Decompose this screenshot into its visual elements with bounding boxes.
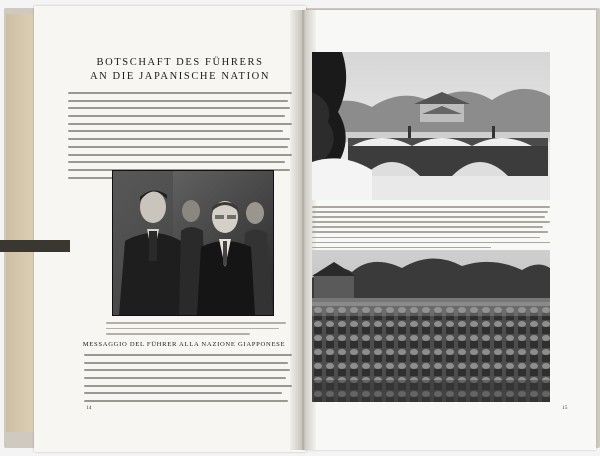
- caption-line: [312, 221, 550, 223]
- italian-section-title: MESSAGGIO DEL FÜHRER ALLA NAZIONE GIAPPONESE: [82, 341, 286, 348]
- palace-caption: [312, 206, 550, 252]
- caption-line: [312, 231, 548, 233]
- photo-two-statesmen-image: [113, 171, 273, 315]
- text-line: [84, 377, 286, 379]
- photo-military-parade-image: [312, 250, 550, 402]
- text-line: [84, 362, 288, 364]
- caption-line: [312, 242, 550, 244]
- page-title: [78, 56, 282, 84]
- text-line: [68, 115, 285, 117]
- text-line: [68, 100, 288, 102]
- text-line: [68, 92, 292, 94]
- text-line: [84, 354, 292, 356]
- photo-two-statesmen: [112, 170, 274, 316]
- text-line: [84, 369, 290, 371]
- photo-military-parade: [312, 250, 550, 402]
- text-line: [84, 385, 292, 387]
- caption-line: [312, 211, 548, 213]
- bookmark-ribbon: [0, 240, 70, 252]
- italian-text-block: [84, 354, 292, 408]
- caption-line: [312, 247, 491, 249]
- text-line: [68, 138, 290, 140]
- photo-caption: [106, 322, 286, 339]
- photo-palace-bridge: [312, 52, 550, 200]
- text-line: [84, 400, 288, 402]
- caption-line: [106, 322, 286, 324]
- caption-line: [106, 328, 279, 330]
- text-line: [84, 392, 282, 394]
- text-line: [68, 161, 285, 163]
- caption-line: [106, 333, 250, 335]
- title-line-2: AN DIE JAPANISCHE NATION: [89, 71, 271, 82]
- caption-line: [312, 206, 550, 208]
- caption-line: [312, 226, 543, 228]
- text-line: [68, 130, 283, 132]
- text-line: [68, 123, 292, 125]
- title-line-1: BOTSCHAFT DES FÜHRERS: [96, 57, 264, 68]
- text-line: [68, 154, 292, 156]
- text-line: [68, 107, 290, 109]
- caption-line: [312, 237, 540, 239]
- caption-line: [312, 216, 545, 218]
- page-number-left: 14: [86, 405, 92, 411]
- text-line: [68, 146, 288, 148]
- photo-palace-bridge-image: [312, 52, 550, 200]
- page-number-right: 15: [562, 405, 568, 411]
